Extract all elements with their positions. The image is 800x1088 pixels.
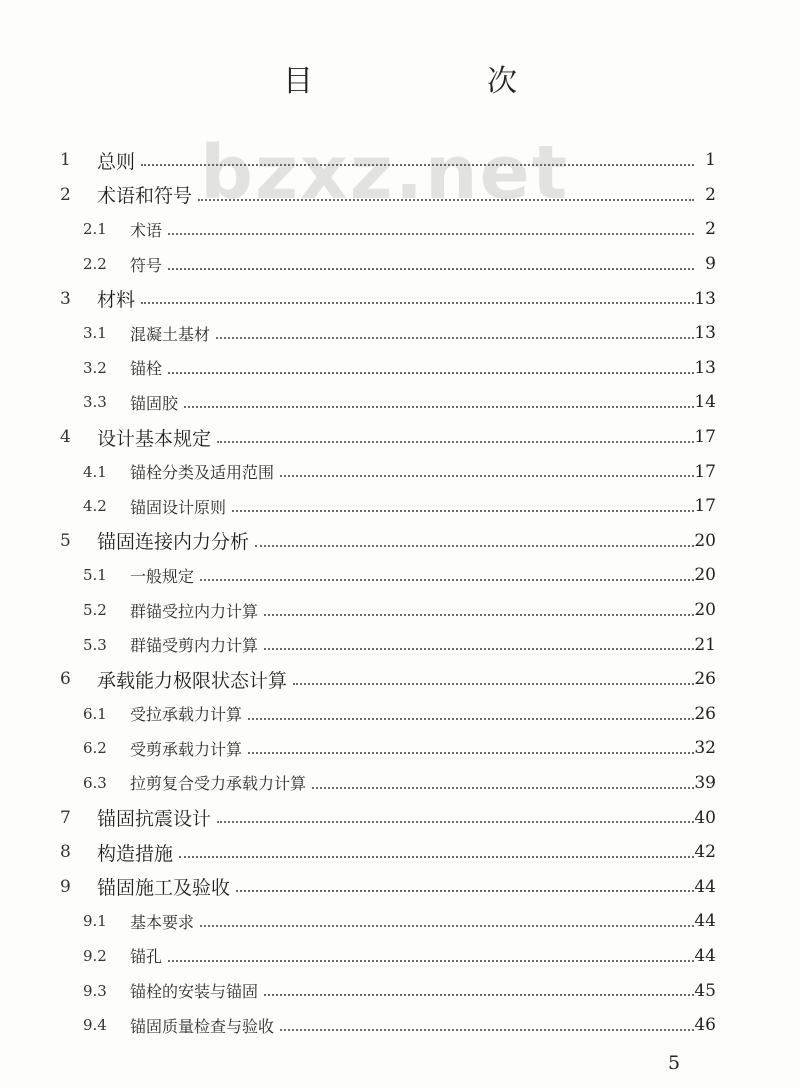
toc-leader-dots: [248, 716, 694, 720]
toc-entry-number: 5: [60, 530, 71, 551]
toc-entry-title: 基本要求: [130, 912, 195, 932]
page-number: 5: [668, 1052, 681, 1074]
toc-entry[interactable]: [0, 524, 800, 559]
toc-entry[interactable]: [0, 627, 800, 662]
toc-entry-page: 17: [694, 496, 716, 517]
toc-entry-title: 锚固抗震设计: [97, 808, 212, 831]
toc-entry-page: 20: [694, 530, 716, 551]
toc-entry[interactable]: [0, 593, 800, 628]
toc-entry-page: 26: [694, 669, 716, 690]
toc-entry-page: 26: [694, 703, 716, 724]
toc-entry-title: 受剪承载力计算: [130, 739, 243, 759]
toc-entry-number: 8: [60, 842, 71, 863]
toc-leader-dots: [198, 197, 694, 201]
toc-leader-dots: [200, 577, 694, 581]
toc-leader-dots: [280, 1027, 694, 1031]
toc-entry-page: 2: [705, 219, 716, 240]
toc-entry[interactable]: [0, 351, 800, 386]
toc-entry[interactable]: [0, 178, 800, 213]
toc-entry[interactable]: [0, 939, 800, 974]
toc-entry-number: 9.4: [83, 1016, 107, 1035]
toc-entry-page: 46: [694, 1015, 716, 1036]
toc-entry[interactable]: [0, 869, 800, 904]
toc-entry-title: 符号: [130, 255, 163, 275]
toc-leader-dots: [216, 335, 694, 339]
toc-entry-title: 一般规定: [130, 566, 195, 586]
toc-entry-title: 锚栓分类及适用范围: [130, 463, 275, 483]
toc-entry-page: 44: [694, 945, 716, 966]
toc-entry-page: 13: [694, 288, 716, 309]
toc-entry-number: 2.2: [83, 255, 107, 274]
toc-entry-title: 锚固设计原则: [130, 497, 227, 517]
toc-entry[interactable]: [0, 489, 800, 524]
toc-entry[interactable]: [0, 835, 800, 870]
toc-leader-dots: [264, 612, 694, 616]
toc-entry-page: 1: [705, 150, 716, 171]
toc-leader-dots: [179, 854, 694, 858]
toc-entry-title: 群锚受拉内力计算: [130, 601, 259, 621]
toc-entry[interactable]: [0, 212, 800, 247]
toc-entry-number: 4: [60, 427, 71, 448]
toc-entry-title: 术语和符号: [97, 185, 193, 208]
toc-entry[interactable]: [0, 316, 800, 351]
toc-entry-number: 9.1: [83, 912, 107, 931]
toc-entry-title: 锚固连接内力分析: [97, 531, 250, 554]
toc-entry[interactable]: [0, 731, 800, 766]
toc-leader-dots: [200, 923, 694, 927]
toc-entry-page: 13: [694, 323, 716, 344]
toc-entry-title: 锚固施工及验收: [97, 877, 231, 900]
toc-entry-page: 44: [694, 911, 716, 932]
toc-entry-title: 总则: [97, 150, 136, 173]
toc-leader-dots: [168, 370, 694, 374]
toc-entry-title: 材料: [97, 289, 136, 312]
toc-entry-page: 21: [694, 634, 716, 655]
toc-entry-number: 5.2: [83, 601, 107, 620]
toc-leader-dots: [168, 266, 694, 270]
toc-entry-page: 13: [694, 357, 716, 378]
toc-entry-number: 9.2: [83, 946, 107, 965]
toc-leader-dots: [255, 543, 694, 547]
toc-entry[interactable]: [0, 697, 800, 732]
toc-entry-number: 5.3: [83, 635, 107, 654]
toc-entry-page: 32: [694, 738, 716, 759]
toc-entry[interactable]: [0, 281, 800, 316]
toc-entry-page: 17: [694, 427, 716, 448]
toc-leader-dots: [248, 750, 694, 754]
toc-entry-title: 锚固胶: [130, 393, 179, 413]
toc-leader-dots: [232, 508, 694, 512]
toc-entry-number: 3.1: [83, 324, 107, 343]
toc-entry[interactable]: [0, 662, 800, 697]
toc-entry-page: 20: [694, 565, 716, 586]
toc-entry[interactable]: [0, 454, 800, 489]
toc-entry-number: 9.3: [83, 981, 107, 1000]
toc-entry-title: 锚孔: [130, 947, 163, 967]
toc-entry-title: 群锚受剪内力计算: [130, 636, 259, 656]
toc-entry-page: 2: [705, 184, 716, 205]
toc-leader-dots: [264, 646, 694, 650]
watermark: bzxz.net: [200, 130, 570, 216]
toc-entry-page: 44: [694, 876, 716, 897]
toc-entry-title: 锚栓: [130, 359, 163, 379]
toc-entry[interactable]: [0, 973, 800, 1008]
toc-entry-number: 6.3: [83, 773, 107, 792]
toc-entry-page: 9: [705, 254, 716, 275]
toc-entry-title: 锚固质量检查与验收: [130, 1016, 275, 1036]
toc-leader-dots: [280, 473, 694, 477]
toc-leader-dots: [312, 785, 694, 789]
toc-leader-dots: [168, 958, 694, 962]
toc-entry[interactable]: [0, 1008, 800, 1043]
toc-entry-page: 40: [694, 807, 716, 828]
toc-entry-number: 4.2: [83, 497, 107, 516]
toc-entry-title: 混凝土基材: [130, 324, 211, 344]
toc-entry-title: 拉剪复合受力承载力计算: [130, 774, 307, 794]
toc-entry-title: 构造措施: [97, 842, 174, 865]
toc-entry-number: 9: [60, 876, 71, 897]
toc-entry-title: 设计基本规定: [97, 427, 212, 450]
toc-entry-page: 42: [694, 842, 716, 863]
toc-entry-number: 3: [60, 288, 71, 309]
toc-entry-number: 6.2: [83, 739, 107, 758]
toc-entry-page: 14: [694, 392, 716, 413]
toc-entry[interactable]: [0, 558, 800, 593]
toc-entry[interactable]: [0, 420, 800, 455]
toc-entry-page: 17: [694, 461, 716, 482]
toc-entry-title: 承载能力极限状态计算: [97, 669, 288, 692]
toc-entry[interactable]: [0, 766, 800, 801]
toc-entry-number: 5.1: [83, 566, 107, 585]
toc-leader-dots: [184, 404, 694, 408]
toc-entry-number: 7: [60, 807, 71, 828]
toc-leader-dots: [236, 888, 694, 892]
toc-entry-number: 3.2: [83, 358, 107, 377]
toc-entry-title: 受拉承载力计算: [130, 705, 243, 725]
toc-entry-page: 45: [694, 980, 716, 1001]
toc-entry-title: 术语: [130, 220, 163, 240]
toc-entry-title: 锚栓的安装与锚固: [130, 982, 259, 1002]
page-title: 目 次: [283, 64, 589, 99]
toc-entry-number: 6: [60, 669, 71, 690]
toc-leader-dots: [293, 681, 694, 685]
toc-entry[interactable]: [0, 800, 800, 835]
toc-leader-dots: [217, 439, 694, 443]
toc-leader-dots: [217, 819, 694, 823]
toc-leader-dots: [141, 162, 694, 166]
toc-entry-number: 3.3: [83, 393, 107, 412]
toc-leader-dots: [168, 231, 694, 235]
toc-entry-number: 1: [60, 150, 71, 171]
toc-entry-number: 4.1: [83, 462, 107, 481]
toc-entry[interactable]: [0, 143, 800, 178]
toc-entry[interactable]: [0, 247, 800, 282]
toc-entry-number: 6.1: [83, 704, 107, 723]
toc-leader-dots: [141, 300, 694, 304]
table-of-contents: [0, 143, 800, 1042]
toc-entry-number: 2: [60, 184, 71, 205]
toc-entry[interactable]: [0, 904, 800, 939]
toc-entry-page: 20: [694, 600, 716, 621]
toc-leader-dots: [264, 992, 694, 996]
toc-entry-number: 2.1: [83, 220, 107, 239]
toc-entry-page: 39: [694, 772, 716, 793]
toc-entry[interactable]: [0, 385, 800, 420]
